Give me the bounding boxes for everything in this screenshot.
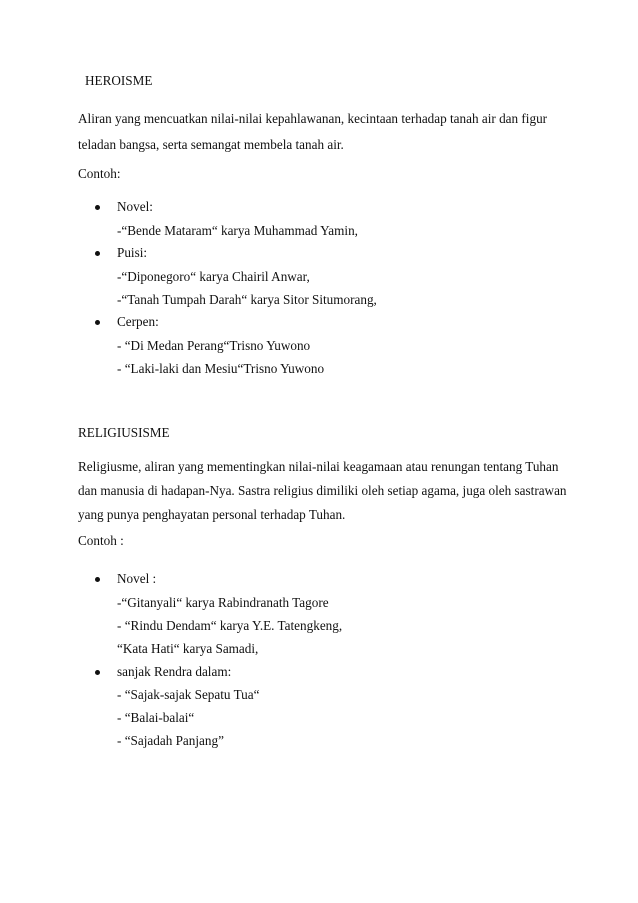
- list-item-entry: - “Laki-laki dan Mesiu“Trisno Yuwono: [117, 361, 325, 376]
- list-item-entry: -“Diponegoro“ karya Chairil Anwar,: [117, 269, 310, 284]
- list-item-entry: - “Sajak-sajak Sepatu Tua“: [117, 687, 260, 702]
- paragraph-line: dan manusia di hadapan-Nya. Sastra religius dimiliki oleh setiap agama, juga oleh sastrawan: [78, 483, 567, 498]
- paragraph-line: yang punya penghayatan personal terhadap Tuhan.: [78, 507, 346, 522]
- list-item-label: Puisi:: [117, 245, 148, 260]
- list-item-entry: - “Sajadah Panjang”: [117, 733, 224, 748]
- bullet-icon: [95, 320, 100, 325]
- list-item-label: Novel :: [117, 571, 157, 586]
- list-item-entry: - “Di Medan Perang“Trisno Yuwono: [117, 338, 311, 353]
- paragraph-line: teladan bangsa, serta semangat membela tanah air.: [78, 137, 344, 152]
- paragraph-line: Religiusme, aliran yang mementingkan nilai-nilai keagamaan atau renungan tentang Tuhan: [78, 459, 559, 474]
- paragraph-line: Aliran yang mencuatkan nilai-nilai kepahlawanan, kecintaan terhadap tanah air dan figur: [78, 111, 548, 126]
- example-label: Contoh:: [78, 166, 121, 181]
- list-item-entry: - “Balai-balai“: [117, 710, 195, 725]
- example-label: Contoh :: [78, 533, 124, 548]
- list-item-label: Cerpen:: [117, 314, 159, 329]
- list-item-entry: -“Bende Mataram“ karya Muhammad Yamin,: [117, 223, 358, 238]
- section-heading-religiusisme: RELIGIUSISME: [78, 425, 170, 440]
- bullet-icon: [95, 205, 100, 210]
- bullet-icon: [95, 251, 100, 256]
- bullet-icon: [95, 577, 100, 582]
- list-item-entry: -“Gitanyali“ karya Rabindranath Tagore: [117, 595, 329, 610]
- list-item-label: sanjak Rendra dalam:: [117, 664, 232, 679]
- section-heading-heroisme: HEROISME: [85, 73, 153, 88]
- list-item-entry: - “Rindu Dendam“ karya Y.E. Tatengkeng,: [117, 618, 343, 633]
- list-item-entry: -“Tanah Tumpah Darah“ karya Sitor Situmorang,: [117, 292, 377, 307]
- list-item-label: Novel:: [117, 199, 153, 214]
- bullet-icon: [95, 670, 100, 675]
- list-item-entry: “Kata Hati“ karya Samadi,: [117, 641, 259, 656]
